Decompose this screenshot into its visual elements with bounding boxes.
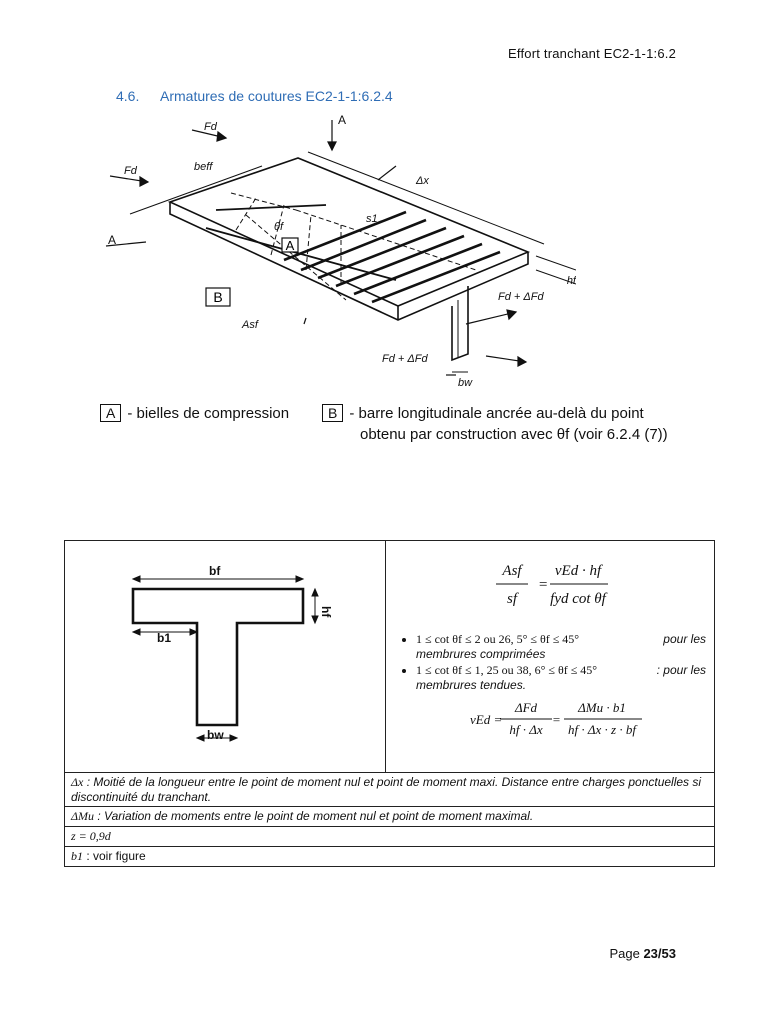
note-dmu-text: : Variation de moments entre le point de moment nul et point de moment maximal. <box>97 809 534 823</box>
label-b: B <box>213 289 223 305</box>
label-fd-dfd-bottom: Fd + ΔFd <box>382 353 428 365</box>
legend-b-text-1: - barre longitudinale ancrée au-delà du point <box>349 405 644 422</box>
formula-asf: Asf <box>502 563 522 579</box>
note-dx <box>65 773 715 807</box>
label-s1: s1 <box>366 213 378 225</box>
figure-legend <box>100 404 668 448</box>
formula-sf: sf <box>506 591 518 607</box>
legend-a-text: - bielles de compression <box>127 405 290 422</box>
label-asf: Asf <box>242 319 258 331</box>
ved-equals: = <box>552 712 561 727</box>
ved-formula <box>386 694 714 742</box>
web-outline <box>452 286 468 360</box>
label-beff: beff <box>194 161 213 173</box>
section-mark-a-top: A <box>338 113 347 127</box>
dim-bf: bf <box>209 564 221 578</box>
formula-cell <box>386 541 715 773</box>
flange-shear-diagram <box>96 110 576 400</box>
condition-compressed-label: membrures comprimées <box>416 647 546 661</box>
note-dx-text: : Moitié de la longueur entre le point de moment nul et point de moment maxi. Distance entre charges ponctuelles si discontinuité du tranchant. <box>71 775 702 804</box>
section-title: Armatures de coutures EC2-1-1:6.2.4 <box>160 88 393 104</box>
condition-tensioned <box>416 663 714 692</box>
ved-f2-den: hf · Δx · z · bf <box>568 722 636 737</box>
condition-compressed <box>416 632 714 661</box>
condition-tensioned-formula: 1 ≤ cot θf ≤ 1, 25 ou 38, 6° ≤ θf ≤ 45° <box>416 663 598 677</box>
label-fd-left: Fd <box>124 165 137 177</box>
note-b1 <box>65 847 715 867</box>
condition-compressed-formula: 1 ≤ cot θf ≤ 2 ou 26, 5° ≤ θf ≤ 45° <box>416 632 580 646</box>
note-dmu-symbol: ΔMu <box>71 809 95 823</box>
theta-conditions <box>386 632 714 692</box>
footer-prefix: Page <box>609 946 644 961</box>
formula-fyd-cot: fyd cot θf <box>550 591 606 607</box>
ved-f1-den: hf · Δx <box>509 722 543 737</box>
ved-lhs: νEd = <box>470 712 503 727</box>
page-footer <box>609 946 676 961</box>
label-a: A <box>285 238 295 253</box>
dim-b1: b1 <box>157 631 172 645</box>
legend-b-text-2: obtenu par construction avec θf (voir 6.2.4 (7)) <box>360 426 668 443</box>
tsection-cell <box>65 541 386 773</box>
legend-key-b: B <box>322 404 343 422</box>
dim-hf: hf <box>319 606 333 618</box>
label-bw: bw <box>458 377 473 389</box>
condition-tensioned-suffix: : pour les <box>656 663 706 677</box>
label-dx: Δx <box>416 175 429 187</box>
footer-total-pages: /53 <box>657 946 676 961</box>
dim-bw: bw <box>207 728 224 742</box>
legend-key-a: A <box>100 404 121 422</box>
section-heading <box>116 88 393 104</box>
note-dx-symbol: Δx <box>71 775 84 789</box>
main-formula <box>386 541 714 627</box>
section-mark-a-left: A <box>108 233 117 247</box>
label-fd-top: Fd <box>204 121 217 133</box>
label-hf: hf <box>566 275 576 287</box>
note-dmu <box>65 807 715 827</box>
tsection-outline <box>133 589 303 725</box>
formula-equals: = <box>538 577 549 593</box>
formula-ved-hf: νEd · hf <box>554 563 602 579</box>
note-b1-text: : voir figure <box>86 849 146 863</box>
note-z <box>65 827 715 847</box>
section-number: 4.6. <box>116 88 140 104</box>
ved-f2-num: ΔMu · b1 <box>578 700 626 715</box>
ved-f1-num: ΔFd <box>514 700 538 715</box>
tsection-diagram <box>65 541 385 767</box>
condition-compressed-suffix: pour les <box>663 632 706 646</box>
label-fd-dfd-right: Fd + ΔFd <box>498 291 544 303</box>
label-theta: θf <box>274 221 284 233</box>
page-header: Effort tranchant EC2-1-1:6.2 <box>508 46 676 61</box>
formula-table <box>64 540 715 867</box>
note-z-formula: z = 0,9d <box>71 829 111 843</box>
note-b1-symbol: b1 <box>71 849 83 863</box>
footer-current-page: 23 <box>643 946 658 961</box>
condition-tensioned-label: membrures tendues. <box>416 678 527 692</box>
